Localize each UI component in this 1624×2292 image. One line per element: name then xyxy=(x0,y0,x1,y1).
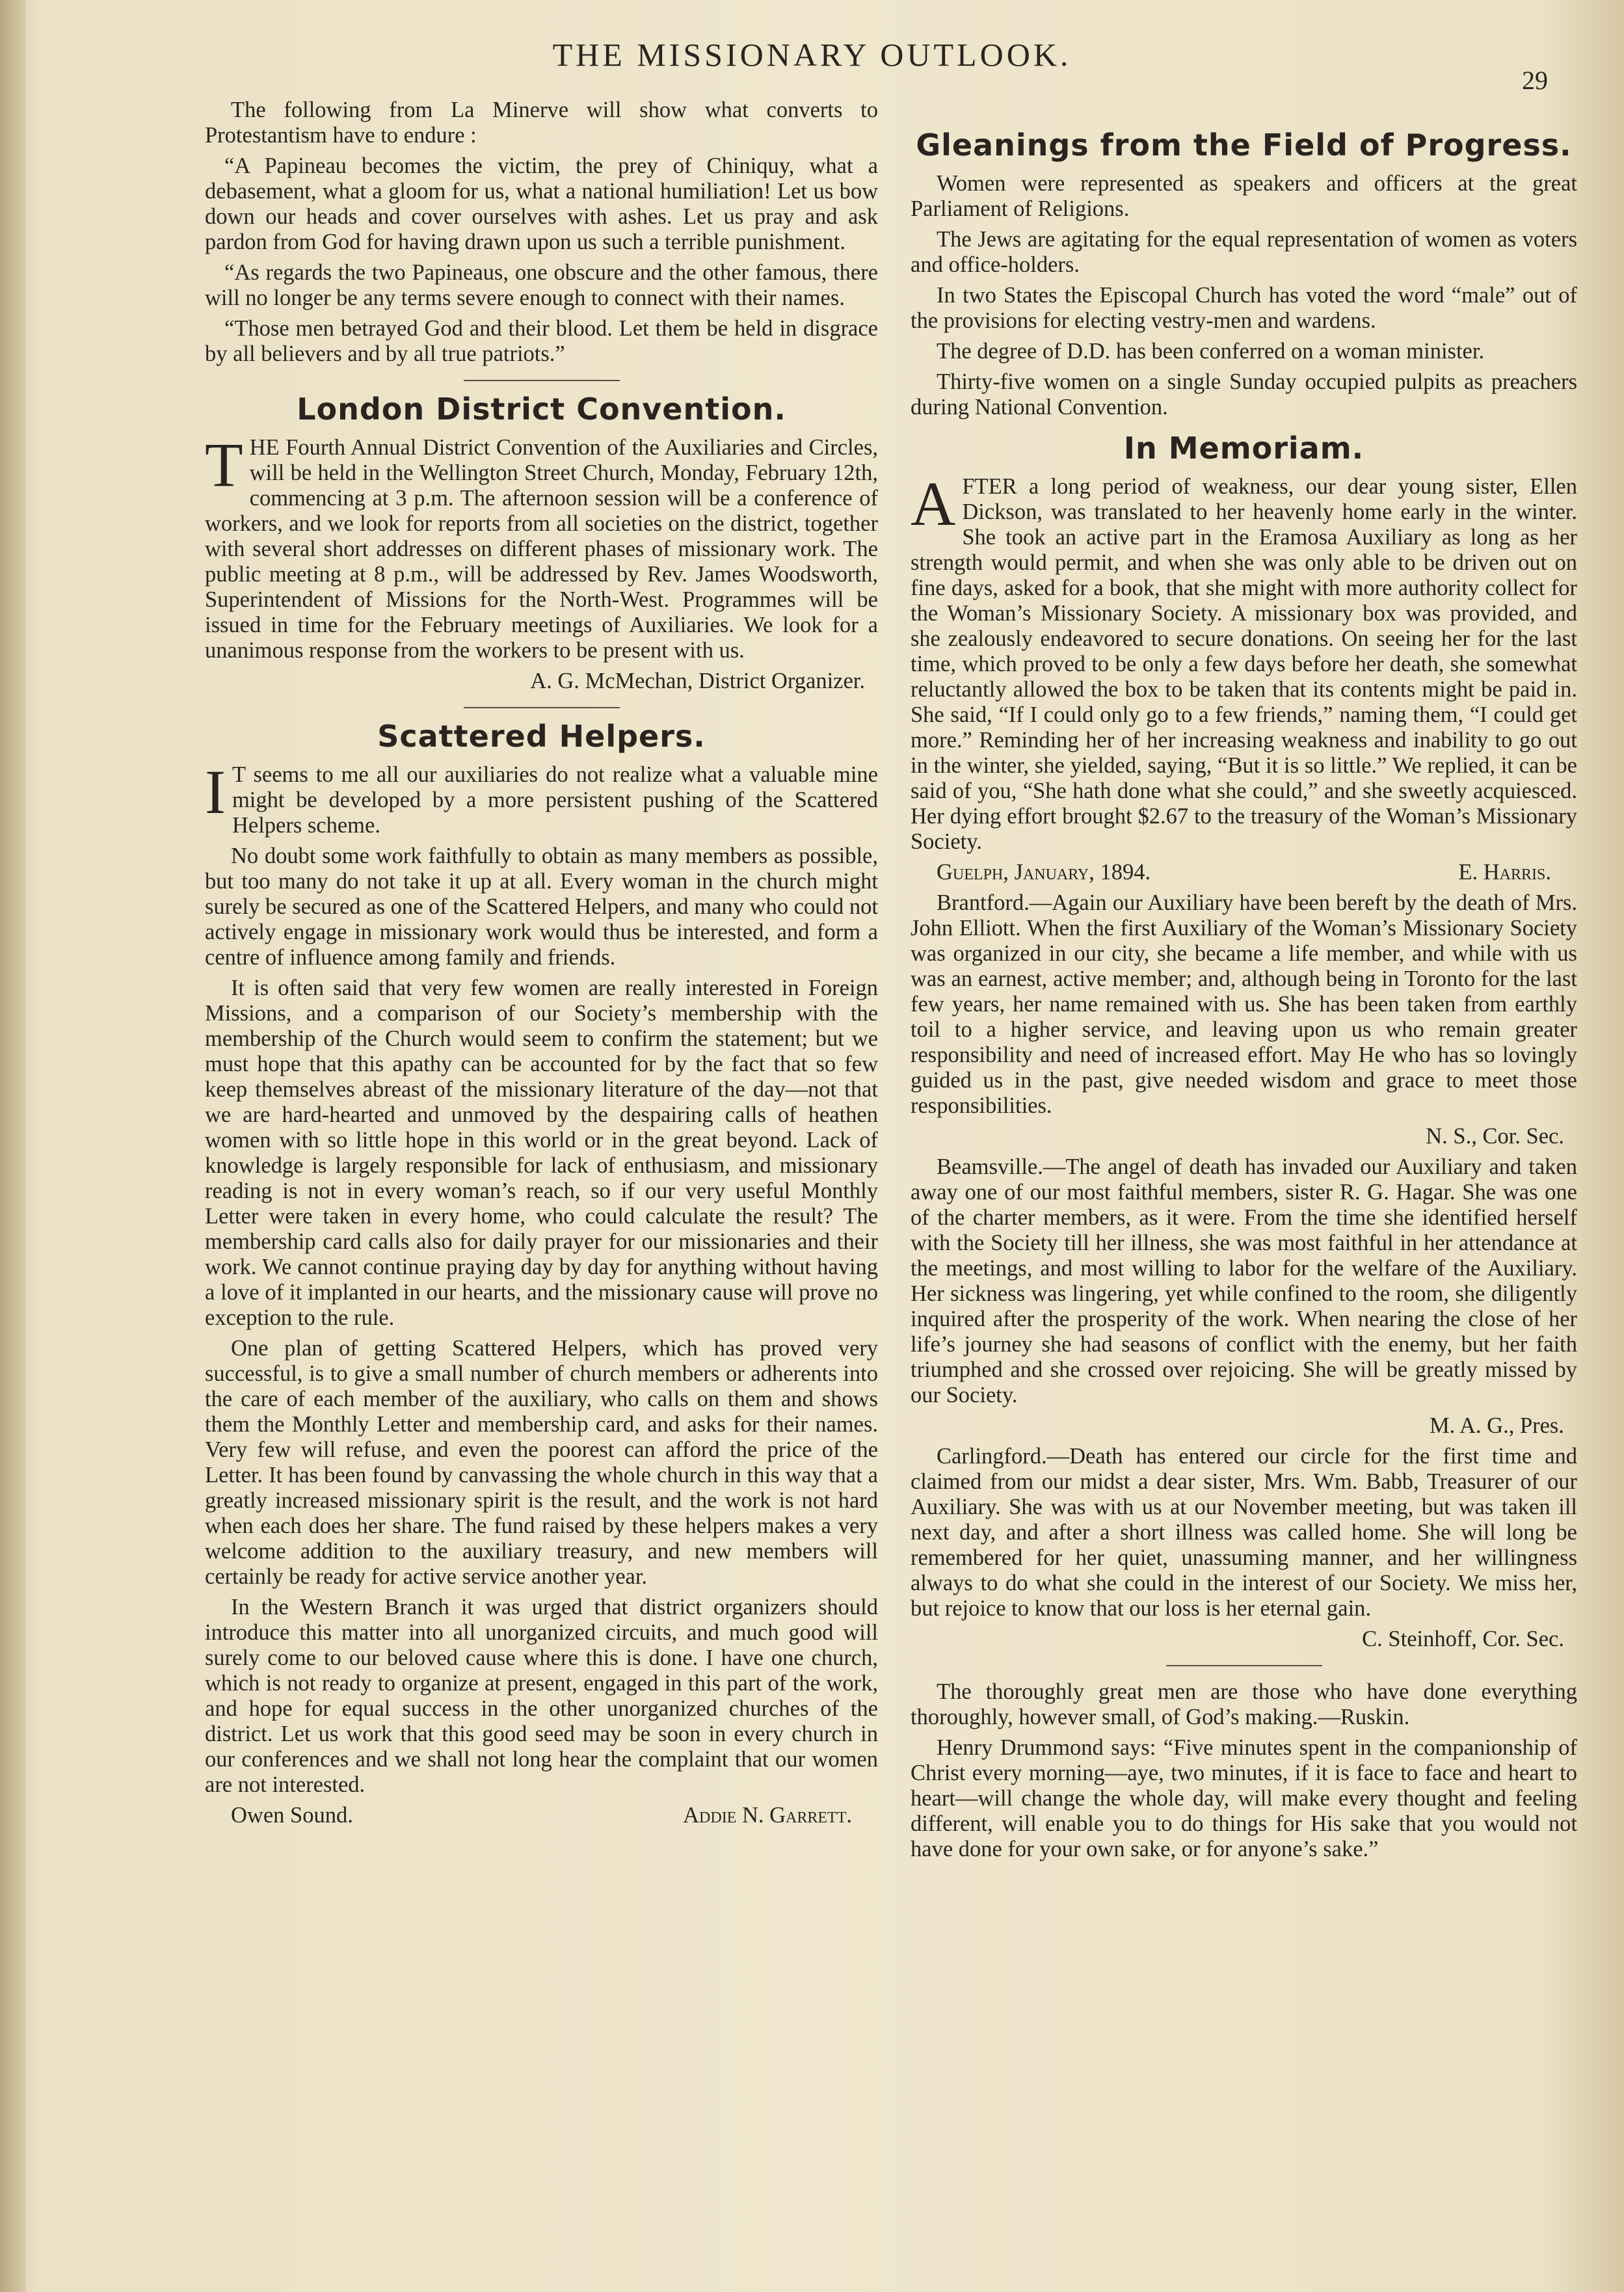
quote-paragraph-2: “As regards the two Papineaus, one obscure and the other famous, there will no longer be any terms severe enough to connect with their names. xyxy=(205,260,878,310)
right-column xyxy=(911,117,1577,1867)
book-spine-shadow xyxy=(0,0,26,2292)
london-convention-heading: London District Convention. xyxy=(297,392,786,427)
memoriam-signature-4: C. Steinhoff, Cor. Sec. xyxy=(1362,1627,1564,1651)
signature-name: E. Harris. xyxy=(1458,860,1551,885)
section-divider xyxy=(1166,1665,1322,1666)
drop-cap: T xyxy=(205,430,243,500)
london-signature: A. G. McMechan, District Organizer. xyxy=(530,669,865,693)
signature-place: Guelph, January, 1894. xyxy=(937,860,1151,885)
memoriam-paragraph-brantford: Brantford.—Again our Auxiliary have been bereft by the death of Mrs. John Elliott. When the first Auxiliary of the Woman’s Missionary Society was organized in our city, she became a life member, and while with us was an earnest, active member; and, although being in Toronto for the last few years, her name remained with us. She has been taken from earthly toil to a higher service, and leaving upon us who remain greater responsibility and need of increased effort. May He who has so lovingly guided us in the past, give needed wisdom and grace to meet those responsibilities. xyxy=(911,890,1577,1118)
page-header-title: THE MISSIONARY OUTLOOK. xyxy=(552,36,1072,73)
helpers-paragraph-2: No doubt some work faithfully to obtain as many members as possible, but too many do not take it up at all. Every woman in the church might surely be secured as one of the Scattered Helpers, and many who could not actively engage in missionary work would thus be interested, and form a centre of influence among family and friends. xyxy=(205,844,878,970)
quote-paragraph-1: “A Papineau becomes the victim, the prey of Chiniquy, what a debasement, what a gloom for us, what a national humiliation! Let us bow down our heads and cover ourselves with ashes. Let us pray and ask pardon from God for having drawn upon us such a terrible punishment. xyxy=(205,153,878,254)
gleaning-item: In two States the Episcopal Church has voted the word “male” out of the provisions for electing vestry-men and wardens. xyxy=(911,283,1577,333)
drop-cap: A xyxy=(911,469,956,539)
drummond-quote: Henry Drummond says: “Five minutes spent in the companionship of Christ every morning—aye, two minutes, if it is face to face and heart to heart—will change the whole day, will make every thought and feeling different, will enable you to do things for His sake that you would not have done for your own sake, or for anyone’s sake.” xyxy=(911,1735,1577,1861)
memoriam-signature-3: M. A. G., Pres. xyxy=(1429,1413,1564,1438)
memoriam-paragraph-1: AFTER a long period of weakness, our dear young sister, Ellen Dickson, was translated to her heavenly home early in the winter. She took an active part in the Eramosa Auxiliary as long as her strength would permit, and when she was only able to be driven out on fine days, asked for a book, that she might with more authority collect for the Woman’s Missionary Society. A missionary box was provided, and she zealously endeavored to secure donations. On seeing her for the last time, which proved to be only a few days before her death, she somewhat reluctantly allowed the box to be taken that its contents might be paid in. She said, “If I could only go to a few friends,” naming them, “I could get more.” Reminding her of her increasing weakness and inability to go out in the winter, she yielded, saying, “But it is so little.” We replied, it can be said of you, “She hath done what she could,” and she sweetly acquiesced. Her dying effort brought $2.67 to the treasury of the Woman’s Missionary Society. xyxy=(911,469,1577,854)
intro-paragraph: The following from La Minerve will show what converts to Protestantism have to endure : xyxy=(205,98,878,148)
memoriam-signature-1 xyxy=(937,860,1551,885)
in-memoriam-heading: In Memoriam. xyxy=(1123,431,1364,466)
page-number: 29 xyxy=(1522,66,1548,95)
signature-place: Owen Sound. xyxy=(231,1803,353,1828)
helpers-signature xyxy=(231,1803,852,1828)
signature-name: Addie N. Garrett. xyxy=(683,1803,852,1828)
memoriam-paragraph-beamsville: Beamsville.—The angel of death has invaded our Auxiliary and taken away one of our most faithful members, sister R. G. Hagar. She was one of the charter members, as it were. From the time she identified herself with the Society till her illness, she was most faithful in her attendance at the meetings, and most willing to labor for the welfare of the Auxiliary. Her sickness was lingering, yet while confined to the room, she diligently inquired after the prosperity of the work. When nearing the close of her life’s journey she had seasons of conflict with the enemy, but her faith triumphed and she crossed over rejoicing. She will be greatly missed by our Society. xyxy=(911,1154,1577,1407)
helpers-paragraph-5: In the Western Branch it was urged that district organizers should introduce this matter into all unorganized circuits, and much good will surely come to our beloved cause where this is done. I have one church, which is not ready to organize at present, engaged in this part of the work, and hope for equal success in the other unorganized churches of the district. Let us work that this good seed may be soon in every church in our conferences and we shall not long hear the complaint that our women are not interested. xyxy=(205,1595,878,1797)
memoriam-signature-2: N. S., Cor. Sec. xyxy=(1426,1124,1564,1149)
helpers-paragraph-4: One plan of getting Scattered Helpers, which has proved very successful, is to give a small number of church members or adherents into the care of each member of the auxiliary, who calls on them and shows them the Monthly Letter and membership card, and asks for their names. Very few will refuse, and even the poorest can afford the price of the Letter. It has been found by canvassing the whole church in this way that a greatly increased missionary spirit is the result, and the work is not hard when each does her share. The fund raised by these helpers makes a very welcome addition to the auxiliary treasury, and new members will certainly be ready for active service another year. xyxy=(205,1336,878,1589)
gleaning-item: The Jews are agitating for the equal representation of women as voters and office-holders. xyxy=(911,227,1577,277)
scattered-helpers-heading: Scattered Helpers. xyxy=(377,719,706,754)
drop-cap: I xyxy=(205,757,226,827)
helpers-paragraph-3: It is often said that very few women are really interested in Foreign Missions, and a comparison of our Society’s membership with the membership of the Church would seem to confirm the statement; but we must hope that this apathy can be accounted for by the fact that so few keep themselves abreast of the missionary literature of the day—not that we are hard-hearted and unmoved by the despairing calls of heathen women with so little hope in this world or in the great beyond. Lack of knowledge is largely responsible for lack of enthusiasm, and missionary reading is not in every woman’s reach, so if our very useful Monthly Letter were taken in every home, who could calculate the result? The membership card calls also for daily prayer for our missionaries and their work. We cannot continue praying day by day for anything without having a love of it implanted in our hearts, and the missionary cause will prove no exception to the rule. xyxy=(205,976,878,1330)
gleaning-item: The degree of D.D. has been conferred on a woman minister. xyxy=(937,339,1485,364)
quote-paragraph-3: “Those men betrayed God and their blood. Let them be held in disgrace by all believers and by all true patriots.” xyxy=(205,316,878,366)
london-convention-body: THE Fourth Annual District Convention of the Auxiliaries and Circles, will be held in the Wellington Street Church, Monday, February 12th, commencing at 3 p.m. The afternoon session will be a conference of workers, and we look for reports from all societies on the district, together with several short addresses on different phases of missionary work. The public meeting at 8 p.m., will be addressed by Rev. James Woodsworth, Superintendent of Missions for the North-West. Programmes will be issued in time for the February meetings of Auxiliaries. We look for a unanimous response from the workers to be present with us. xyxy=(205,430,878,663)
ruskin-quote: The thoroughly great men are those who have done everything thoroughly, however small, of God’s making.—Ruskin. xyxy=(911,1679,1577,1729)
gleanings-heading: Gleanings from the Field of Progress. xyxy=(916,127,1572,163)
helpers-paragraph-1: I T seems to me all our auxiliaries do not realize what a valuable mine might be developed by a more persistent pushing of the Scattered Helpers scheme. xyxy=(205,757,878,838)
gleaning-item: Thirty-five women on a single Sunday occupied pulpits as preachers during National Convention. xyxy=(911,369,1577,420)
left-column xyxy=(205,98,878,1833)
section-divider xyxy=(464,380,620,381)
gleaning-item: Women were represented as speakers and officers at the great Parliament of Religions. xyxy=(911,171,1577,221)
memoriam-paragraph-carlingford: Carlingford.—Death has entered our circle for the first time and claimed from our midst a dear sister, Mrs. Wm. Babb, Treasurer of our Auxiliary. She was with us at our November meeting, but was taken ill next day, and after a short illness was called home. She will long be remembered for her quiet, unassuming manner, and her willingness always to do what she could in the interest of our Society. We miss her, but rejoice to know that our loss is her eternal gain. xyxy=(911,1444,1577,1621)
section-divider xyxy=(464,707,620,708)
